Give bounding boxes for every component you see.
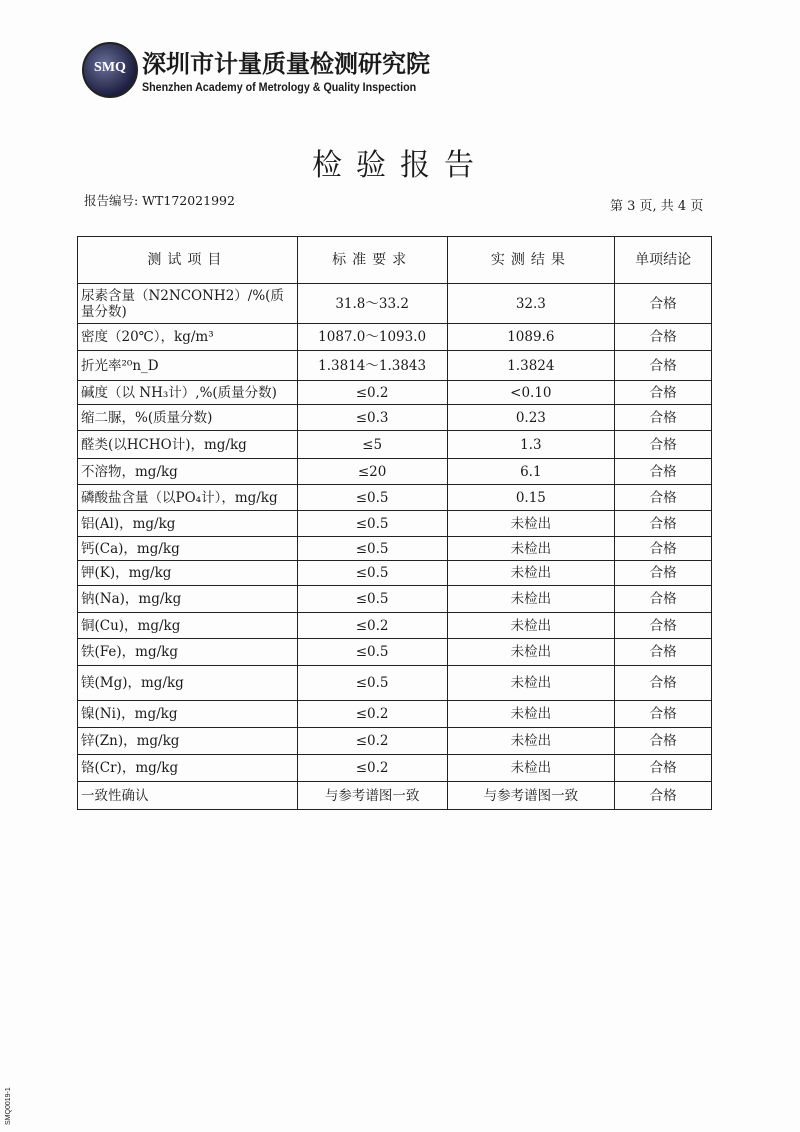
- measured-result: 1.3: [447, 431, 615, 459]
- standard-requirement: ≤0.5: [297, 561, 447, 586]
- measured-result: 1089.6: [447, 324, 615, 351]
- conclusion: 合格: [615, 431, 712, 459]
- conclusion: 合格: [615, 511, 712, 537]
- item-name: 缩二脲，%(质量分数): [78, 405, 298, 431]
- standard-requirement: 与参考谱图一致: [297, 782, 447, 810]
- table-row: [78, 586, 712, 613]
- column-header: 测试项目: [78, 237, 298, 284]
- page-number: 第 3 页, 共 4 页: [610, 199, 704, 214]
- measured-result: 32.3: [447, 284, 615, 324]
- table-row: [78, 324, 712, 351]
- column-header: 实测结果: [447, 237, 615, 284]
- conclusion: 合格: [615, 324, 712, 351]
- item-name: 铝(Al)，mg/kg: [78, 511, 298, 537]
- standard-requirement: ≤0.5: [297, 666, 447, 701]
- measured-result: 未检出: [447, 613, 615, 639]
- measured-result: 未检出: [447, 639, 615, 666]
- table-header: [78, 237, 712, 284]
- table-row: [78, 701, 712, 728]
- standard-requirement: ≤0.2: [297, 381, 447, 405]
- standard-requirement: 1.3814～1.3843: [297, 351, 447, 381]
- table-row: [78, 405, 712, 431]
- table-row: [78, 666, 712, 701]
- standard-requirement: 31.8～33.2: [297, 284, 447, 324]
- item-name: 铜(Cu)，mg/kg: [78, 613, 298, 639]
- conclusion: 合格: [615, 381, 712, 405]
- conclusion: 合格: [615, 639, 712, 666]
- measured-result: 未检出: [447, 701, 615, 728]
- column-header: 标准要求: [297, 237, 447, 284]
- measured-result: 0.15: [447, 485, 615, 511]
- conclusion: 合格: [615, 728, 712, 755]
- item-name: 镍(Ni)，mg/kg: [78, 701, 298, 728]
- item-name: 碱度（以 NH₃计）,%(质量分数): [78, 381, 298, 405]
- measured-result: 与参考谱图一致: [447, 782, 615, 810]
- standard-requirement: ≤5: [297, 431, 447, 459]
- measured-result: 未检出: [447, 511, 615, 537]
- item-name: 密度（20℃），kg/m³: [78, 324, 298, 351]
- table-row: [78, 459, 712, 485]
- conclusion: 合格: [615, 561, 712, 586]
- item-name: 铬(Cr)，mg/kg: [78, 755, 298, 782]
- conclusion: 合格: [615, 701, 712, 728]
- standard-requirement: ≤0.2: [297, 728, 447, 755]
- measured-result: 未检出: [447, 728, 615, 755]
- item-name: 钠(Na)，mg/kg: [78, 586, 298, 613]
- table-row: [78, 537, 712, 561]
- table-row: [78, 782, 712, 810]
- standard-requirement: ≤0.5: [297, 586, 447, 613]
- results-table: [77, 236, 712, 810]
- standard-requirement: ≤0.5: [297, 639, 447, 666]
- smq-logo: SMQ: [82, 42, 138, 98]
- form-code: SMQ0019-1: [5, 1087, 12, 1125]
- standard-requirement: 1087.0～1093.0: [297, 324, 447, 351]
- item-name: 醛类(以HCHO计)，mg/kg: [78, 431, 298, 459]
- standard-requirement: ≤0.3: [297, 405, 447, 431]
- item-name: 铁(Fe)，mg/kg: [78, 639, 298, 666]
- measured-result: 未检出: [447, 537, 615, 561]
- conclusion: 合格: [615, 351, 712, 381]
- measured-result: 未检出: [447, 755, 615, 782]
- item-name: 钾(K)，mg/kg: [78, 561, 298, 586]
- item-name: 镁(Mg)，mg/kg: [78, 666, 298, 701]
- standard-requirement: ≤0.2: [297, 701, 447, 728]
- column-header: 单项结论: [615, 237, 712, 284]
- conclusion: 合格: [615, 537, 712, 561]
- measured-result: 6.1: [447, 459, 615, 485]
- table-row: [78, 284, 712, 324]
- table-row: [78, 351, 712, 381]
- table-row: [78, 728, 712, 755]
- org-name-cn: 深圳市计量质量检测研究院: [142, 50, 430, 78]
- standard-requirement: ≤0.5: [297, 537, 447, 561]
- org-name-en: Shenzhen Academy of Metrology & Quality Inspection: [142, 82, 417, 94]
- conclusion: 合格: [615, 613, 712, 639]
- conclusion: 合格: [615, 284, 712, 324]
- measured-result: <0.10: [447, 381, 615, 405]
- conclusion: 合格: [615, 586, 712, 613]
- report-title: 检验报告: [312, 148, 488, 183]
- table-row: [78, 485, 712, 511]
- item-name: 不溶物，mg/kg: [78, 459, 298, 485]
- standard-requirement: ≤0.5: [297, 511, 447, 537]
- item-name: 一致性确认: [78, 782, 298, 810]
- conclusion: 合格: [615, 755, 712, 782]
- conclusion: 合格: [615, 782, 712, 810]
- conclusion: 合格: [615, 405, 712, 431]
- table-row: [78, 639, 712, 666]
- standard-requirement: ≤0.5: [297, 485, 447, 511]
- standard-requirement: ≤0.2: [297, 613, 447, 639]
- table-row: [78, 561, 712, 586]
- table-row: [78, 755, 712, 782]
- item-name: 钙(Ca)，mg/kg: [78, 537, 298, 561]
- measured-result: 未检出: [447, 666, 615, 701]
- table-row: [78, 511, 712, 537]
- standard-requirement: ≤0.2: [297, 755, 447, 782]
- table-row: [78, 613, 712, 639]
- measured-result: 1.3824: [447, 351, 615, 381]
- measured-result: 未检出: [447, 586, 615, 613]
- standard-requirement: ≤20: [297, 459, 447, 485]
- item-name: 尿素含量（N2NCONH2）/%(质量分数): [78, 284, 298, 324]
- measured-result: 0.23: [447, 405, 615, 431]
- item-name: 锌(Zn)，mg/kg: [78, 728, 298, 755]
- report-number: 报告编号: WT172021992: [84, 193, 235, 208]
- item-name: 折光率²⁰n_D: [78, 351, 298, 381]
- table-row: [78, 381, 712, 405]
- measured-result: 未检出: [447, 561, 615, 586]
- table-row: [78, 431, 712, 459]
- item-name: 磷酸盐含量（以PO₄计），mg/kg: [78, 485, 298, 511]
- conclusion: 合格: [615, 459, 712, 485]
- conclusion: 合格: [615, 666, 712, 701]
- conclusion: 合格: [615, 485, 712, 511]
